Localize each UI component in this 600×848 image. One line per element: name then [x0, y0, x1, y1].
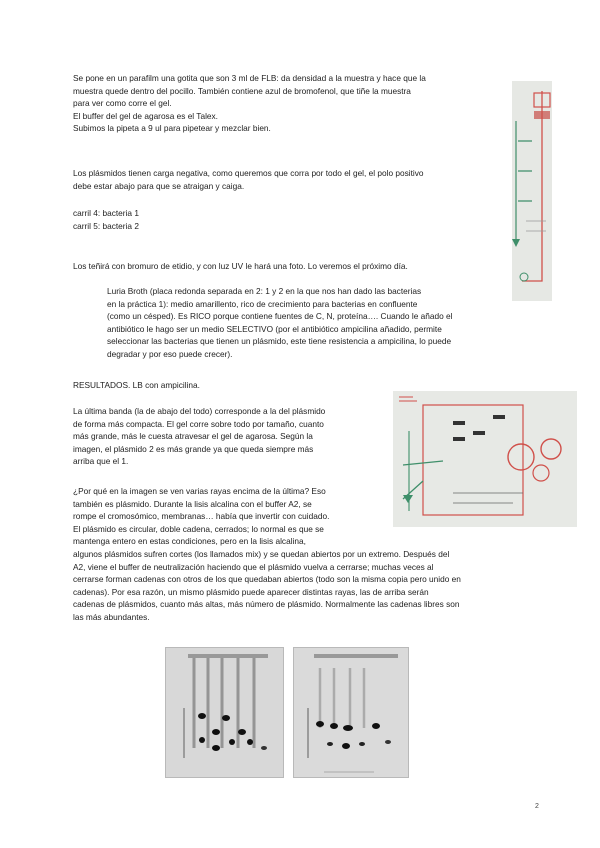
paragraph-plasmid-charge: Los plásmidos tienen carga negativa, como queremos que corra por todo el gel, el polo positivo debe estar abajo para que se atraigan y caiga. [73, 168, 424, 191]
page-number: 2 [535, 803, 539, 810]
lane-list [73, 207, 139, 232]
gel-photo-right [293, 647, 409, 778]
whiteboard-photo-top [512, 81, 552, 301]
gel-image-left [166, 648, 283, 777]
paragraph-flb: Se pone en un parafilm una gotita que son 3 ml de FLB: da densidad a la muestra y hace que la muestra quede dentro del pocillo. También contiene azul de bromofenol, que tiñe la muestra para ver como corre el gel. El buffer del gel de agarosa es el Talex. Subimos la pipeta a 9 ul para pipetear y mezclar bien. [73, 73, 426, 134]
paragraph-last-band: La última banda (la de abajo del todo) corresponde a la del plásmido de forma más compacta. El gel corre sobre todo por tamaño, cuanto más grande, más le cuesta atravesar el gel de agarosa. Según la imagen, el plásmido 2 es más grande ya que queda siempre más arriba que el 1. [73, 406, 326, 467]
gel-image-right [294, 648, 408, 777]
paragraph-luria-broth: Luria Broth (placa redonda separada en 2: 1 y 2 en la que nos han dado las bacterias en la práctica 1): medio amarillento, rico de crecimiento para bacterias en confluente (como un césped). Es RICO porque contiene fuentes de C, N, proteína…. Cuando le añado el antibiótico le hago ser un medio SELECTIVO (por el antibiótico ampicilina añadido, permite seleccionar las bacterias que tienen un plásmido, este tiene resistencia a ampicilina, lo puede degradar y por eso puede crecer). [107, 286, 453, 359]
whiteboard-photo-results [393, 391, 577, 527]
results-heading: RESULTADOS. LB con ampicilina. [73, 380, 200, 390]
gel-photo-left [165, 647, 284, 778]
lane-item: carril 4: bacteria 1 [73, 208, 139, 218]
whiteboard-gel-diagram [393, 391, 577, 527]
whiteboard-drawing [512, 81, 552, 301]
paragraph-multiple-bands: ¿Por qué en la imagen se ven varias rayas encima de la última? Eso también es plásmido. Durante la lisis alcalina con el buffer A2, se rompe el cromosómico, membranas… había que invertir con cuidado. El plásmido es circular, doble cadena, cerrados; lo normal es que se mantenga entero en estas condiciones, pero en la lisis alcalina, algunos plásmidos sufren cortes (los llamados mix) y se quedan abiertos por un extremo. Después del A2, viene el buffer de neutralización haciendo que el plásmido vuelva a cerrarse; muchas veces al cerrarse forman cadenas con otros de los que quedaban abiertos (todo son la misma copia pero unido en cadenas). Por esa razón, un mismo plásmido puede aparecer distintas rayas, las de arriba serán cadenas de plásmidos, cuanto más altas, más número de plásmido. Normalmente las cadenas libres son las más abundantes. [73, 486, 461, 622]
lane-item: carril 5: bacteria 2 [73, 220, 139, 231]
paragraph-staining: Los teñirá con bromuro de etidio, y con luz UV le hará una foto. Lo veremos el próximo día. [73, 261, 408, 271]
